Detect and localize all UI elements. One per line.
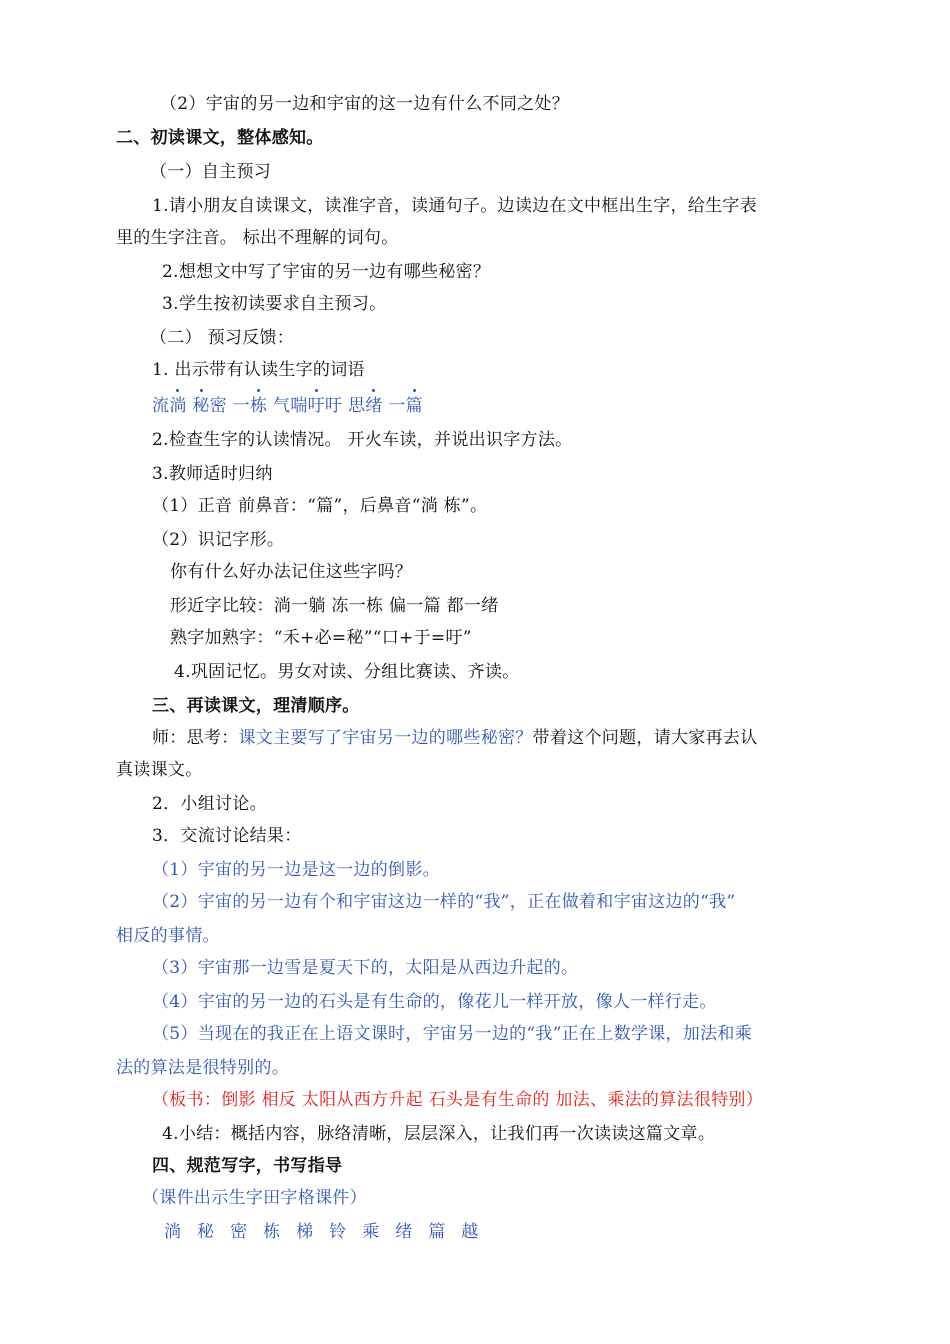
writing-char: 淌 [164, 1222, 182, 1242]
text-line: 2．小组讨论。 [152, 794, 267, 814]
vocab-word: 一栋 [232, 396, 268, 416]
writing-char: 越 [461, 1222, 479, 1242]
writing-char: 乘 [362, 1222, 380, 1242]
vocab-word: 流淌 [152, 396, 187, 416]
writing-char: 铃 [329, 1222, 347, 1242]
text-line: 4.巩固记忆。男女对读、分组比赛读、齐读。 [174, 662, 520, 682]
subsection-heading: （二） 预习反馈： [150, 328, 295, 348]
text-line: （2）识记字形。 [152, 530, 285, 550]
vocab-word: 秘密 [192, 396, 227, 416]
text-line: 相反的事情。 [116, 926, 220, 946]
text-line: （课件出示生字田字格课件） [142, 1188, 367, 1208]
vocab-word-list [152, 394, 423, 418]
text-line: 3.学生按初读要求自主预习。 [162, 294, 387, 314]
text-run: 带着这个问题，请大家再去认 [532, 728, 758, 748]
text-line: 熟字加熟字：“禾+必=秘”“口+于=吁” [170, 628, 472, 648]
text-line: 2.想想文中写了宇宙的另一边有哪些秘密？ [162, 262, 491, 282]
text-line: （1）正音 前鼻音：“篇”，后鼻音“淌 栋”。 [152, 496, 488, 516]
text-line: 3.教师适时归纳 [152, 464, 273, 484]
writing-char: 篇 [428, 1222, 446, 1242]
writing-char: 栋 [263, 1222, 281, 1242]
writing-char: 梯 [296, 1222, 314, 1242]
text-line: 2.检查生字的认读情况。 开火车读，并说出识字方法。 [152, 430, 573, 450]
vocab-word: 一篇 [388, 396, 423, 416]
text-line: 法的算法是很特别的。 [116, 1058, 289, 1078]
section-heading: 二、初读课文，整体感知。 [116, 128, 324, 148]
text-line: 3．交流讨论结果： [152, 826, 302, 846]
writing-char-list [164, 1220, 489, 1244]
text-line: （1）宇宙的另一边是这一边的倒影。 [152, 860, 440, 880]
text-run: 师：思考： [152, 728, 239, 748]
writing-char: 绪 [395, 1222, 413, 1242]
text-line: （3）宇宙那一边雪是夏天下的，太阳是从西边升起的。 [152, 958, 579, 978]
section-heading: 四、规范写字，书写指导 [152, 1156, 343, 1176]
text-run-highlight: 课文主要写了宇宙另一边的哪些秘密？ [238, 728, 533, 748]
blackboard-note: （板书：倒影 相反 太阳从西方升起 石头是有生命的 加法、乘法的算法很特别） [152, 1090, 764, 1110]
writing-char: 密 [230, 1222, 248, 1242]
subsection-heading: （一）自主预习 [150, 162, 272, 182]
text-line: （2）宇宙的另一边有个和宇宙这边一样的“我”，正在做着和宇宙这边的“我” [152, 892, 736, 912]
text-line: （4）宇宙的另一边的石头是有生命的，像花儿一样开放，像人一样行走。 [152, 992, 717, 1012]
text-line: （5）当现在的我正在上语文课时，宇宙另一边的“我”正在上数学课，加法和乘 [152, 1024, 752, 1044]
vocab-word: 思绪 [347, 396, 383, 416]
text-line [152, 726, 758, 750]
text-line: 4.小结：概括内容，脉络清晰，层层深入，让我们再一次读读这篇文章。 [162, 1124, 716, 1144]
text-line: 里的生字注音。 标出不理解的词句。 [116, 228, 399, 248]
text-line: 真读课文。 [116, 760, 203, 780]
text-line: 1.请小朋友自读课文，读准字音，读通句子。边读边在文中框出生字，给生字表 [152, 196, 758, 216]
text-line: （2）宇宙的另一边和宇宙的这一边有什么不同之处？ [160, 94, 570, 114]
section-heading: 三、再读课文，理清顺序。 [152, 696, 360, 716]
text-line: 1. 出示带有认读生字的词语 [152, 360, 365, 380]
vocab-word: 气喘吁吁 [273, 396, 343, 416]
writing-char: 秘 [197, 1222, 215, 1242]
text-line: 形近字比较：淌一躺 冻一栋 偏一篇 都一绪 [170, 596, 499, 616]
text-line: 你有什么好办法记住这些字吗？ [170, 562, 413, 582]
